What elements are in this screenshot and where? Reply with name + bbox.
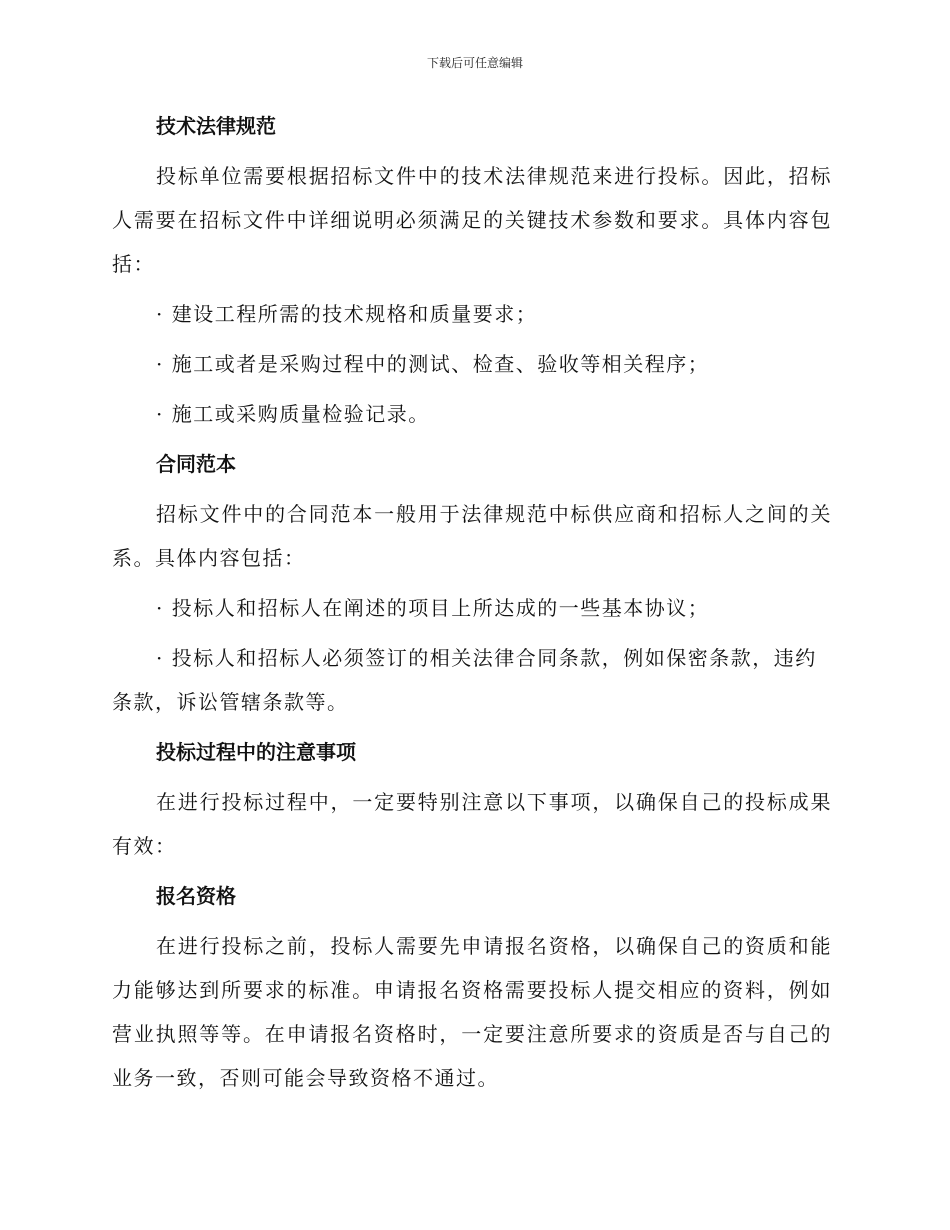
header-note: 下载后可任意编辑 bbox=[426, 56, 523, 70]
bullet-item: · 投标人和招标人必须签订的相关法律合同条款，例如保密条款，违约条款，诉讼管辖条款等。 bbox=[112, 646, 817, 714]
section-heading-registration-qualification: 报名资格 bbox=[156, 884, 236, 908]
section-heading-tech-law: 技术法律规范 bbox=[156, 114, 276, 138]
section-paragraph: 招标文件中的合同范本一般用于法律规范中标供应商和招标人之间的关系。具体内容包括： bbox=[112, 502, 832, 570]
section-heading-contract-template: 合同范本 bbox=[156, 452, 236, 476]
document-body bbox=[112, 104, 832, 1106]
section-paragraph: 投标单位需要根据招标文件中的技术法律规范来进行投标。因此，招标人需要在招标文件中详细说明必须满足的关键技术参数和要求。具体内容包括： bbox=[112, 164, 832, 276]
bullet-item: · 施工或者是采购过程中的测试、检查、验收等相关程序； bbox=[156, 352, 710, 376]
section-heading-bidding-notes: 投标过程中的注意事项 bbox=[156, 740, 356, 764]
section-paragraph: 在进行投标过程中，一定要特别注意以下事项，以确保自己的投标成果有效： bbox=[112, 790, 832, 858]
bullet-item: · 投标人和招标人在阐述的项目上所达成的一些基本协议； bbox=[156, 596, 710, 620]
bullet-item: · 建设工程所需的技术规格和质量要求； bbox=[156, 302, 538, 326]
section-paragraph: 在进行投标之前，投标人需要先申请报名资格，以确保自己的资质和能力能够达到所要求的标准。申请报名资格需要投标人提交相应的资料，例如营业执照等等。在申请报名资格时，一定要注意所要求的资质是否与自己的业务一致，否则可能会导致资格不通过。 bbox=[112, 934, 832, 1090]
bullet-item: · 施工或采购质量检验记录。 bbox=[156, 402, 430, 426]
